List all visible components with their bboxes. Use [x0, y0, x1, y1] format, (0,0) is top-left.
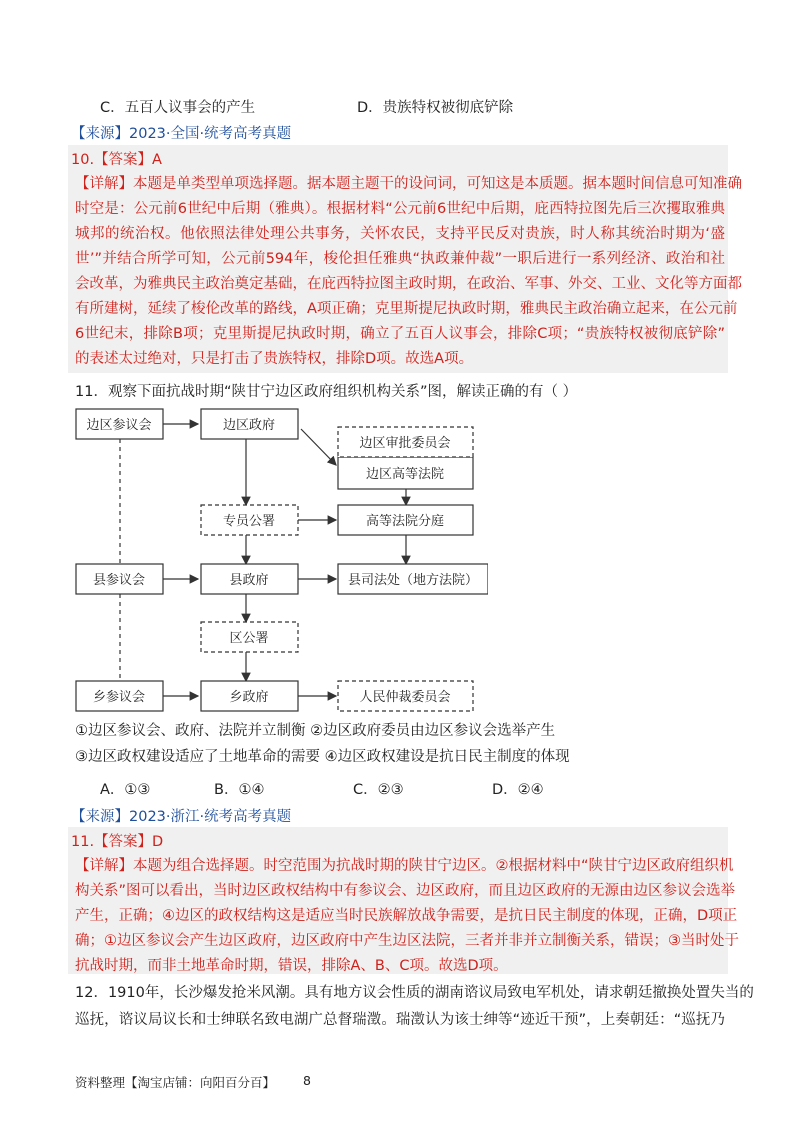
node-border-review: 边区审批委员会 [359, 436, 451, 451]
node-high-court-branch: 高等法院分庭 [365, 514, 445, 529]
q10-detail-line: 时空是：公元前6世纪中后期（雅典）。根据材料“公元前6世纪中后期，庇西特拉图先后三次攫取雅典 [75, 201, 725, 217]
q11-option-a: A．①③ [100, 782, 151, 798]
footer-label: 资料整理【淘宝店铺：向阳百分百】 [75, 1075, 276, 1090]
q12-stem-line: 12．1910年，长沙爆发抢米风潮。具有地方议会性质的湖南谘议局致电军机处，请求朝廷撤换处置失当的 [75, 985, 754, 1001]
node-district-office: 区公署 [229, 631, 269, 646]
node-border-court: 边区高等法院 [365, 467, 445, 482]
q10-detail-line: 世’”并结合所学可知，公元前594年，梭伦担任雅典“执政兼仲裁”一职后进行一系列经济、政治和社 [75, 251, 725, 267]
q10-answer: 10.【答案】A [71, 152, 162, 168]
q11-option-c: C．②③ [353, 782, 404, 798]
q11-option-b: B．①④ [214, 782, 265, 798]
node-county-judicial: 县司法处（地方法院） [347, 573, 479, 588]
q11-detail-line: 构关系”图可以看出，当时边区政权结构中有参议会、边区政府，而且边区政府的无源由边区参议会选举 [75, 883, 736, 899]
q11-source: 【来源】2023·浙江·统考高考真题 [71, 809, 292, 825]
q11-answer: 11.【答案】D [71, 834, 164, 850]
node-border-council: 边区参议会 [86, 418, 152, 433]
node-county-gov: 县政府 [229, 573, 269, 588]
q10-option-c: C．五百人议事会的产生 [100, 100, 256, 116]
q10-detail-line: 【详解】本题是单类型单项选择题。据本题主题干的设问词，可知这是本质题。据本题时间信息可知准确 [75, 176, 742, 192]
q11-option-d: D．②④ [492, 782, 544, 798]
node-county-council: 县参议会 [92, 573, 146, 588]
q11-detail-line: 产生，正确；④边区的政权结构这是适应当时民族解放战争需要，是抗日民主制度的体现，正确，D项正 [75, 908, 738, 924]
node-mediation: 人民仲裁委员会 [359, 690, 451, 705]
q10-detail-line: 城邦的统治权。他依照法律处理公共事务，关怀农民，支持平民反对贵族，时人称其统治时期为‘盛 [75, 226, 725, 242]
q11-statement-line: ③边区政权建设适应了土地革命的需要 ④边区政权建设是抗日民主制度的体现 [75, 749, 570, 765]
q12-stem [75, 980, 754, 1034]
q10-detail-line: 的表述太过绝对，只是打击了贵族特权，排除D项。故选A项。 [75, 351, 474, 367]
q12-stem-line: 巡抚，谘议局议长和士绅联名致电湖广总督瑞澂。瑞澂认为该士绅等“迹近干预”，上奏朝廷：“巡抚乃 [75, 1012, 725, 1028]
q11-detail-line: 确；①边区参议会产生边区政府，边区政府中产生边区法院，三者并非并立制衡关系，错误；③当时处于 [75, 933, 739, 949]
q11-statement-line: ①边区参议会、政府、法院并立制衡 ②边区政府委员由边区参议会选举产生 [75, 723, 556, 739]
q11-detail-line: 【详解】本题为组合选择题。时空范围为抗战时期的陕甘宁边区。②根据材料中“陕甘宁边区政府组织机 [75, 858, 734, 874]
q11-detail-line: 抗战时期，而非土地革命时期，错误，排除A、B、C项。故选D项。 [75, 958, 508, 974]
q10-source: 【来源】2023·全国·统考高考真题 [71, 126, 292, 142]
q11-detail [75, 854, 739, 979]
node-border-gov: 边区政府 [222, 418, 276, 433]
page-number: 8 [303, 1073, 311, 1088]
node-commissioner: 专员公署 [222, 514, 276, 529]
node-township-gov: 乡政府 [229, 690, 269, 705]
q10-detail [75, 172, 742, 372]
q11-stem: 11．观察下面抗战时期“陕甘宁边区政府组织机构关系”图，解读正确的有（ ） [75, 384, 578, 400]
org-structure-diagram [68, 402, 488, 720]
q10-detail-line: 有所建树，延续了梭伦改革的路线，A项正确；克里斯提尼执政时期，雅典民主政治确立起来，在公元前 [75, 301, 738, 317]
q10-detail-line: 会改革，为雅典民主政治奠定基础，在庇西特拉图主政时期，在政治、军事、外交、工业、文化等方面都 [75, 276, 742, 292]
node-township-council: 乡参议会 [92, 690, 146, 705]
q11-statements [75, 718, 725, 770]
q10-detail-line: 6世纪末，排除B项；克里斯提尼执政时期，确立了五百人议事会，排除C项；“贵族特权被彻底铲除” [75, 326, 725, 342]
q10-option-d: D．贵族特权被彻底铲除 [357, 100, 514, 116]
